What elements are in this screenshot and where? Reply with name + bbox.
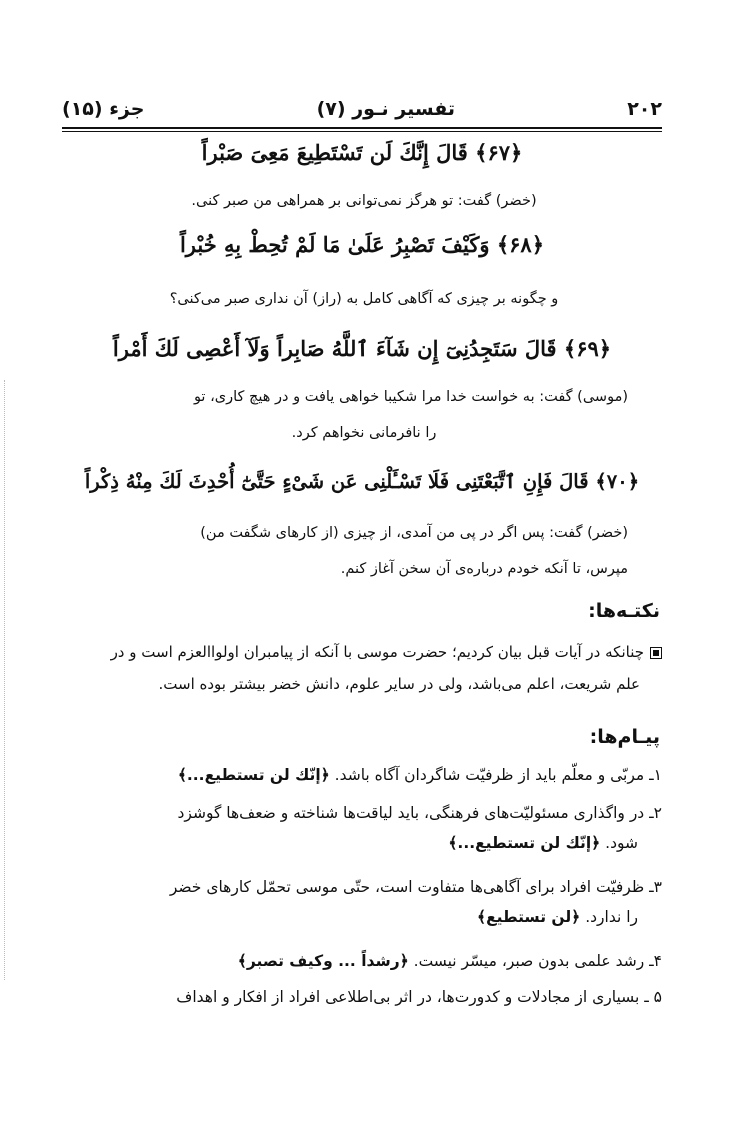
page-header bbox=[62, 92, 662, 126]
message-1 bbox=[62, 760, 662, 790]
note-paragraph bbox=[62, 636, 662, 700]
message-3-quote: ﴿لن تستطيع﴾ bbox=[477, 908, 581, 926]
header-rule bbox=[62, 127, 662, 129]
part-label: جزء (۱۵) bbox=[62, 98, 145, 120]
message-2-line2: شود. bbox=[605, 834, 638, 852]
note-line-1: چنانکه در آیات قبل بیان کردیم؛ حضرت موسی با آنکه از پیامبران اولواالعزم است و در bbox=[110, 643, 644, 661]
note-line-2: علم شریعت، اعلم می‌باشد، ولی در سایر علوم، دانش خضر بیشتر بوده است. bbox=[158, 675, 640, 693]
message-4-quote: ﴿رشداً ... وكيف تصبر﴾ bbox=[237, 952, 409, 970]
header-rule-thin bbox=[62, 131, 662, 132]
verse-70: ﴿۷۰﴾ قَالَ فَإِنِ ٱتَّبَعْتَنِى فَلَا تَسْـَٔلْنِى عَن شَىْءٍ حَتَّىٰٓ أُحْدِثَ لَكَ مِنْهُ ذِكْراً bbox=[84, 470, 640, 493]
verse-67: ﴿۶۷﴾ قَالَ إِنَّكَ لَن تَسْتَطِيعَ مَعِىَ صَبْراً bbox=[201, 140, 523, 165]
message-4-text: ۴ـ رشد علمی بدون صبر، میسّر نیست. bbox=[413, 952, 662, 970]
translation-69-line1: (موسی) گفت: به خواست خدا مرا شکیبا خواهی یافت و در هیچ کاری، تو bbox=[193, 389, 628, 405]
message-1-quote: ﴿إنّك لن تستطيع...﴾ bbox=[177, 766, 330, 784]
translation-70-line2: مپرس، تا آنکه خودم درباره‌ی آن سخن آغاز کنم. bbox=[340, 561, 628, 577]
message-4 bbox=[62, 946, 662, 976]
message-1-text: ۱ـ مربّی و معلّم باید از ظرفیّت شاگردان آگاه باشد. bbox=[334, 766, 662, 784]
message-2-line1: ۲ـ در واگذاری مسئولیّت‌های فرهنگی، باید لیاقت‌ها شناخته و ضعف‌ها گوشزد bbox=[177, 804, 662, 822]
translation-70-line1: (خضر) گفت: پس اگر در پی من آمدی، از چیزی (از کارهای شگفت من) bbox=[200, 525, 628, 541]
notes-title: نکتـه‌ها: bbox=[588, 600, 660, 622]
messages-title: پیـام‌ها: bbox=[589, 726, 660, 748]
verse-68: ﴿۶۸﴾ وَكَيْفَ تَصْبِرُ عَلَىٰ مَا لَمْ تُحِطْ بِهِ خُبْراً bbox=[179, 232, 545, 257]
message-3-line2: را ندارد. bbox=[585, 908, 638, 926]
message-2-quote: ﴿إنّك لن تستطيع...﴾ bbox=[448, 834, 601, 852]
message-3-line1: ۳ـ ظرفیّت افراد برای آگاهی‌ها متفاوت است، حتّی موسی تحمّل کارهای خضر bbox=[169, 878, 662, 896]
verse-69: ﴿۶۹﴾ قَالَ سَتَجِدُنِىٓ إِن شَآءَ ٱللَّهُ صَابِراً وَلَآ أَعْصِى لَكَ أَمْراً bbox=[112, 336, 612, 361]
translation-67: (خضر) گفت: تو هرگز نمی‌توانی بر همراهی من صبر کنی. bbox=[191, 193, 537, 209]
bullet-box-icon bbox=[650, 647, 662, 659]
translation-69-line2: را نافرمانی نخواهم کرد. bbox=[291, 425, 437, 441]
message-5-text: ۵ ـ بسیاری از مجادلات و کدورت‌ها، در اثر بی‌اطلاعی افراد از افکار و اهداف bbox=[176, 988, 662, 1006]
book-title: تفسیر نـور (۷) bbox=[316, 98, 456, 120]
scan-edge-line bbox=[4, 380, 5, 980]
message-3 bbox=[62, 872, 662, 932]
translation-68: و چگونه بر چیزی که آگاهی کامل به (راز) آن نداری صبر می‌کنی؟ bbox=[169, 291, 559, 307]
page-number: ۲۰۲ bbox=[627, 98, 662, 120]
message-2 bbox=[62, 798, 662, 858]
message-5 bbox=[62, 982, 662, 1012]
